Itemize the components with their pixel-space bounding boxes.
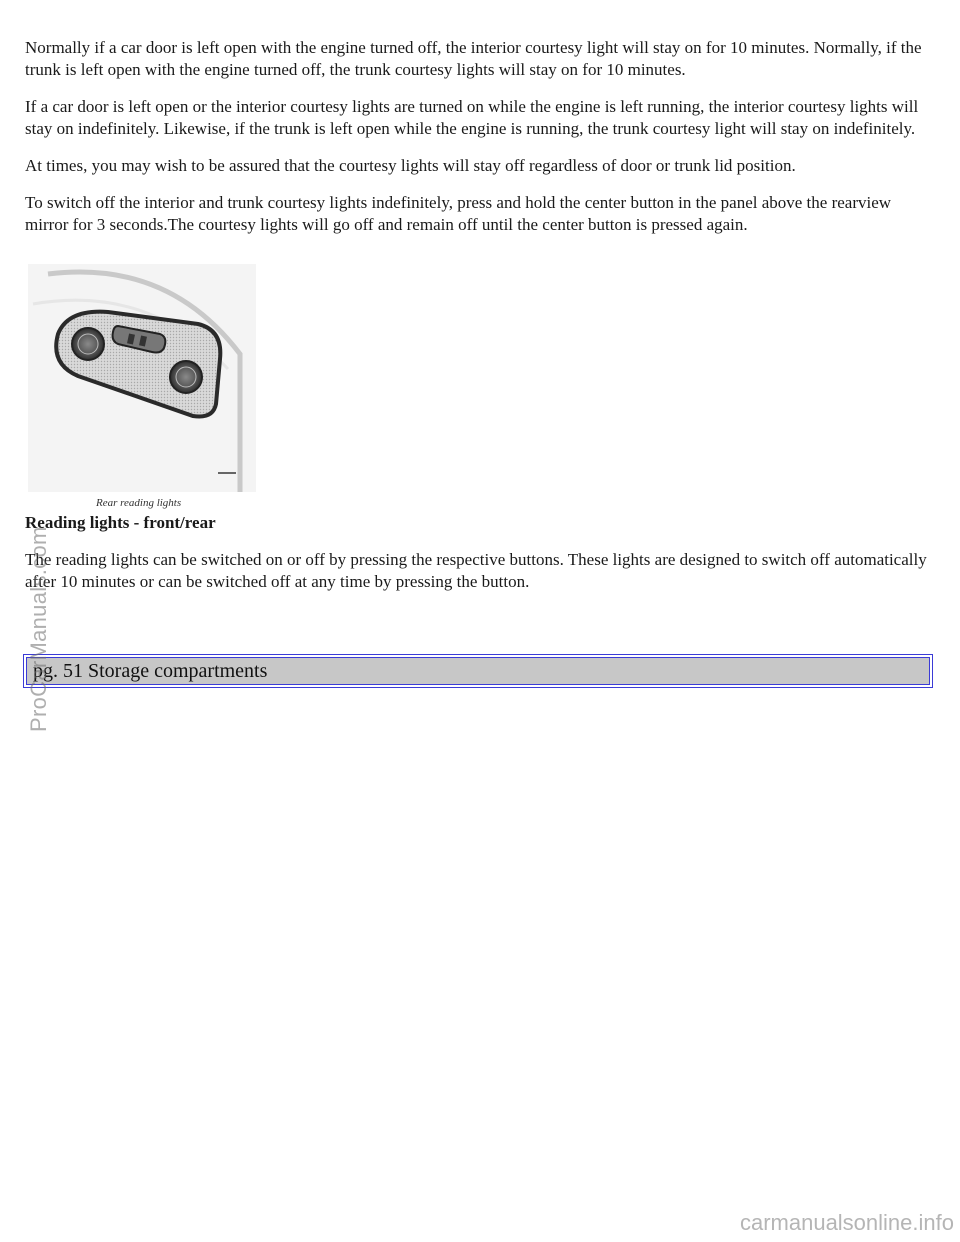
left-reading-lamp-icon <box>72 328 104 360</box>
paragraph-switch-off-instructions: To switch off the interior and trunk courtesy lights indefinitely, press and hold the center button in the panel above the rearview mirror for 3 seconds.The courtesy lights will go off and remain off until the center button is pressed again. <box>25 193 892 234</box>
paragraph-assured-off: At times, you may wish to be assured that the courtesy lights will stay off regardless of door or trunk lid position. <box>25 156 796 175</box>
footer-watermark: carmanualsonline.info <box>739 1210 954 1235</box>
next-page-link-box[interactable] <box>23 654 933 688</box>
paragraph-courtesy-timeout: Normally if a car door is left open with the engine turned off, the interior courtesy light will stay on for 10 minutes. Normally, if the trunk is left open with the engine turned off, the trunk courtesy lights will stay on for 10 minutes. <box>25 38 922 79</box>
side-watermark: ProCarManuals.com <box>26 526 51 732</box>
figure-caption: Rear reading lights <box>96 497 182 509</box>
page-content <box>25 37 935 608</box>
paragraph-engine-running: If a car door is left open or the interior courtesy lights are turned on while the engine is left running, the interior courtesy lights will stay on indefinitely. Likewise, if the trunk is left open while the engine is running, the trunk courtesy light will stay on indefinitely. <box>25 97 919 138</box>
right-reading-lamp-icon <box>170 361 202 393</box>
rear-reading-lights-illustration <box>28 264 256 492</box>
rear-reading-lights-figure <box>28 264 256 512</box>
reading-lights-paragraph: The reading lights can be switched on or off by pressing the respective buttons. These lights are designed to switch off automatically after 10 minutes or can be switched off at any time by pressing the button. <box>25 550 927 591</box>
next-page-link[interactable]: pg. 51 Storage compartments <box>26 657 930 685</box>
section-heading: Reading lights - front/rear <box>25 513 216 532</box>
